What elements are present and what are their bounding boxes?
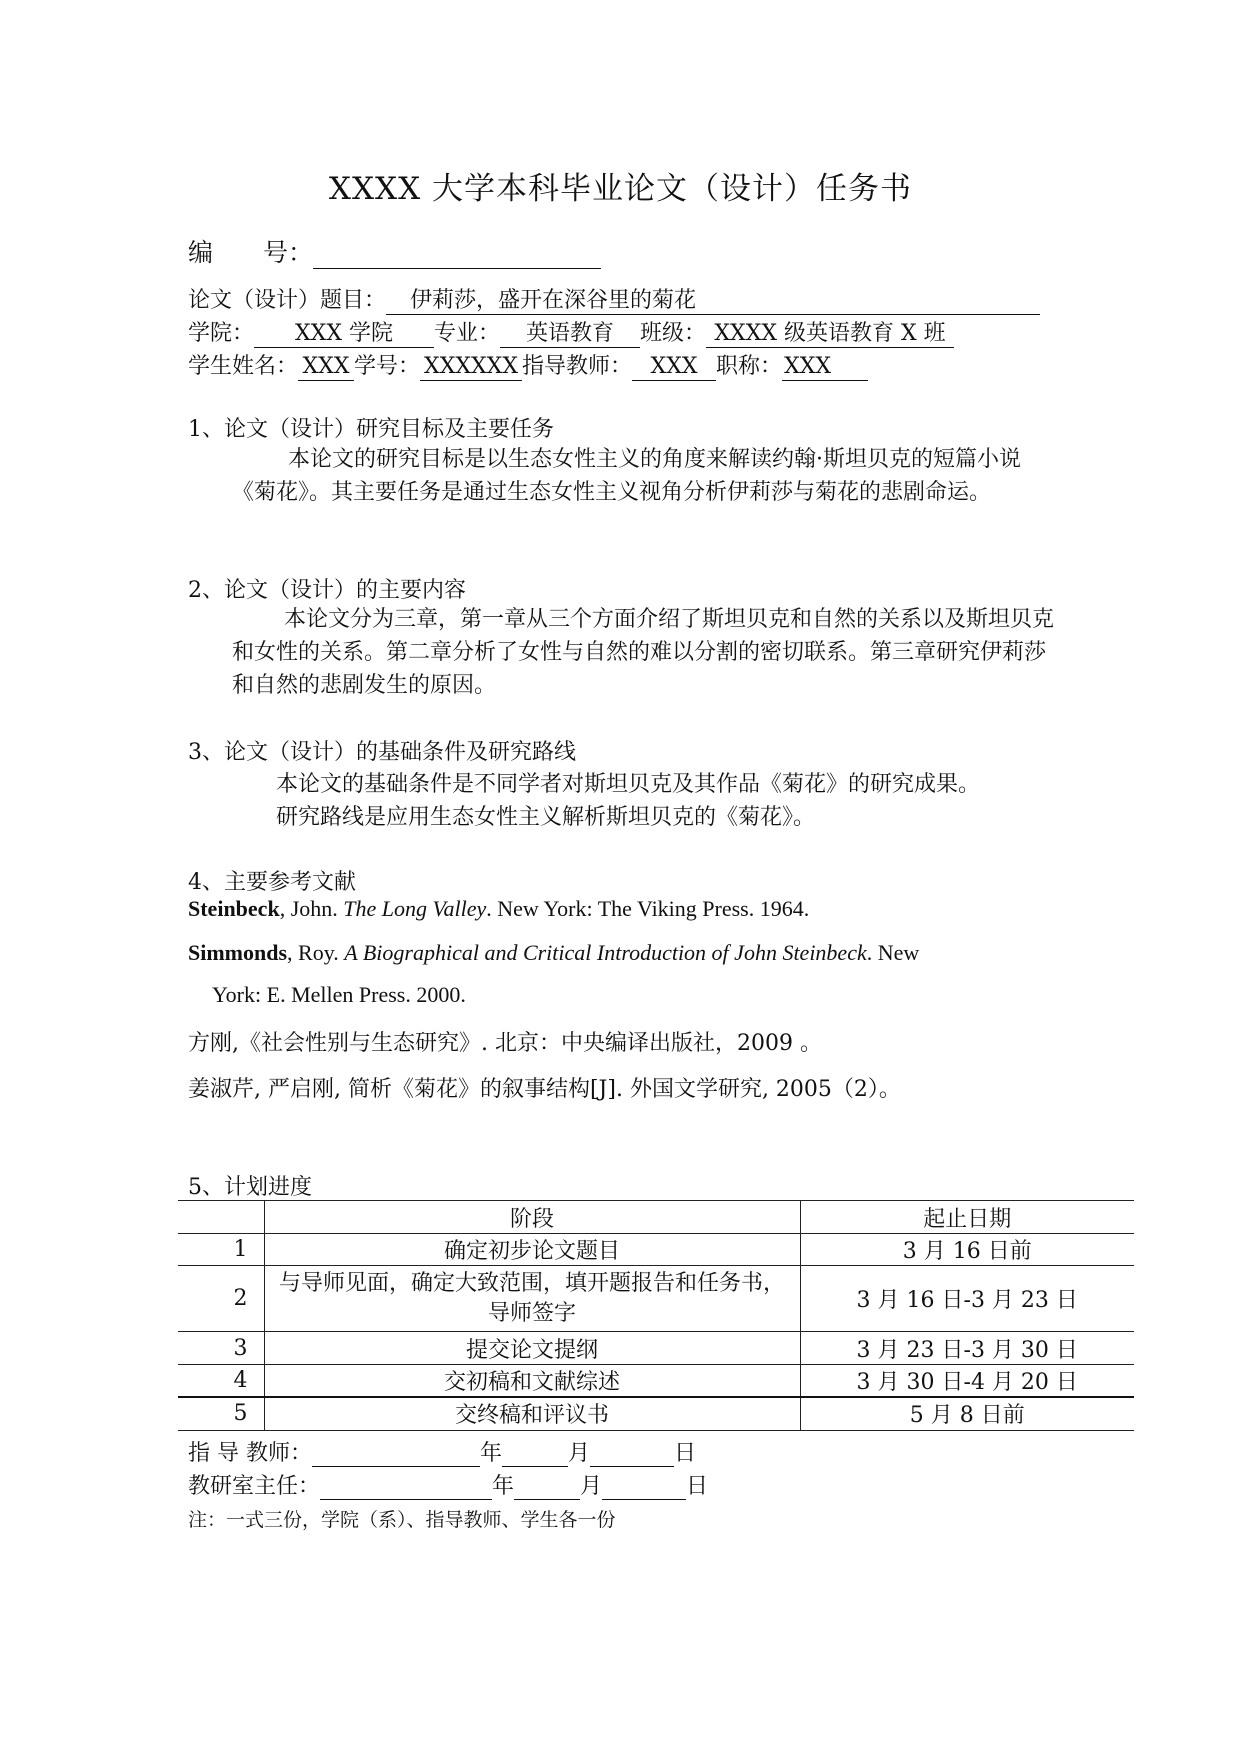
major-label: 专业： <box>434 321 501 346</box>
section-2-body: 本论文分为三章，第一章从三个方面介绍了斯坦贝克和自然的关系以及斯坦贝克和女性的关系。第二章分析了女性与自然的难以分割的密切联系。第三章研究伊莉莎和自然的悲剧发生的原因。 <box>232 607 1055 698</box>
ref-2-publisher: . New <box>866 940 920 965</box>
plan-row-date: 3 月 16 日前 <box>800 1234 1134 1266</box>
director-sign-field[interactable] <box>320 1475 492 1500</box>
year-label: 年 <box>492 1474 515 1499</box>
college-value: XXX 学院 <box>254 321 434 348</box>
plan-row-no: 4 <box>178 1365 264 1398</box>
section-2-heading: 2、论文（设计）的主要内容 <box>188 578 466 603</box>
section-1-body: 本论文的研究目标是以生态女性主义的角度来解读约翰·斯坦贝克的短篇小说《菊花》。其主要任务是通过生态女性主义视角分析伊莉莎与菊花的悲剧命运。 <box>232 447 1021 505</box>
table-row <box>178 1332 1134 1365</box>
plan-header-row <box>178 1201 1134 1234</box>
plan-row-stage: 确定初步论文题目 <box>264 1234 800 1266</box>
id-value: XXXXXX <box>420 354 522 381</box>
table-row <box>178 1365 1134 1398</box>
section-1-heading: 1、论文（设计）研究目标及主要任务 <box>188 417 554 442</box>
rank-value: XXX <box>782 354 868 381</box>
advisor-value: XXX <box>632 354 716 381</box>
table-row <box>178 1266 1134 1332</box>
plan-header-date: 起止日期 <box>800 1201 1134 1234</box>
number-field[interactable] <box>313 244 601 269</box>
year-field[interactable] <box>514 1475 580 1500</box>
plan-row-no: 3 <box>178 1332 264 1365</box>
reference-3: 方刚,《社会性别与生态研究》. 北京：中央编译出版社，2009 。 <box>188 1031 822 1056</box>
ref-1-author: Steinbeck <box>188 896 280 921</box>
advisor-sign-row <box>188 1436 696 1467</box>
advisor-sign-label: 指 导 教师： <box>188 1441 312 1466</box>
reference-2 <box>188 940 919 966</box>
month-field[interactable] <box>602 1475 686 1500</box>
section-3-body-line-2: 研究路线是应用生态女性主义解析斯坦贝克的《菊花》。 <box>276 805 816 830</box>
ref-1-publisher: . New York: The Viking Press. 1964. <box>486 896 810 921</box>
month-label: 月 <box>568 1441 591 1466</box>
ref-2-title: A Biographical and Critical Introduction of John Steinbeck <box>344 940 867 965</box>
table-row <box>178 1234 1134 1266</box>
topic-row <box>188 283 1040 315</box>
plan-row-stage: 提交论文提纲 <box>264 1332 800 1365</box>
student-value: XXX <box>298 354 354 381</box>
rank-label: 职称： <box>716 354 783 379</box>
section-5-heading: 5、计划进度 <box>188 1175 312 1200</box>
plan-header-no <box>178 1201 264 1234</box>
plan-row-stage: 交终稿和评议书 <box>264 1397 800 1430</box>
id-label: 学号： <box>354 354 421 379</box>
director-sign-row <box>188 1469 708 1500</box>
director-sign-label: 教研室主任： <box>188 1474 321 1499</box>
section-3-heading: 3、论文（设计）的基础条件及研究路线 <box>188 740 576 765</box>
plan-row-no: 2 <box>178 1266 264 1332</box>
plan-row-stage: 交初稿和文献综述 <box>264 1365 800 1398</box>
section-4-heading: 4、主要参考文献 <box>188 870 356 895</box>
plan-table <box>178 1200 1134 1431</box>
ref-1-text: , John. <box>279 896 344 921</box>
day-label: 日 <box>674 1441 697 1466</box>
college-label: 学院： <box>188 321 255 346</box>
advisor-sign-field[interactable] <box>312 1442 480 1467</box>
topic-value: 伊莉莎，盛开在深谷里的菊花 <box>386 288 1040 315</box>
number-row <box>188 233 601 269</box>
topic-label: 论文（设计）题目： <box>188 288 387 313</box>
class-value: XXXX 级英语教育 X 班 <box>706 321 954 348</box>
class-label: 班级： <box>640 321 707 346</box>
table-row <box>178 1397 1134 1430</box>
year-field[interactable] <box>502 1442 568 1467</box>
student-label: 学生姓名： <box>188 354 299 379</box>
day-label: 日 <box>686 1474 709 1499</box>
footer-note: 注：一式三份，学院（系）、指导教师、学生各一份 <box>188 1509 616 1531</box>
advisor-label: 指导教师： <box>522 354 633 379</box>
plan-row-date: 3 月 23 日-3 月 30 日 <box>800 1332 1134 1365</box>
plan-row-date: 3 月 30 日-4 月 20 日 <box>800 1365 1134 1398</box>
plan-row-stage: 与导师见面，确定大致范围，填开题报告和任务书，导师签字 <box>264 1266 800 1332</box>
reference-4: 姜淑芹, 严启刚, 简析《菊花》的叙事结构[J]. 外国文学研究, 2005（2）。 <box>188 1077 901 1102</box>
plan-row-no: 5 <box>178 1397 264 1430</box>
major-value: 英语教育 <box>500 321 640 348</box>
reference-1 <box>188 896 809 922</box>
ref-1-title: The Long Valley <box>343 896 487 921</box>
reference-2-continued: York: E. Mellen Press. 2000. <box>212 982 466 1007</box>
student-row <box>188 349 868 381</box>
ref-2-text: , Roy. <box>287 940 345 965</box>
plan-header-stage: 阶段 <box>264 1201 800 1234</box>
plan-row-date: 3 月 16 日-3 月 23 日 <box>800 1266 1134 1332</box>
plan-row-date: 5 月 8 日前 <box>800 1397 1134 1430</box>
section-3-body-line-1: 本论文的基础条件是不同学者对斯坦贝克及其作品《菊花》的研究成果。 <box>276 772 981 797</box>
page-title: XXXX 大学本科毕业论文（设计）任务书 <box>328 171 913 207</box>
plan-row-no: 1 <box>178 1234 264 1266</box>
ref-2-author: Simmonds <box>188 940 288 965</box>
month-field[interactable] <box>590 1442 674 1467</box>
college-row <box>188 316 954 348</box>
year-label: 年 <box>480 1441 503 1466</box>
number-label: 编 号： <box>188 238 314 267</box>
month-label: 月 <box>580 1474 603 1499</box>
